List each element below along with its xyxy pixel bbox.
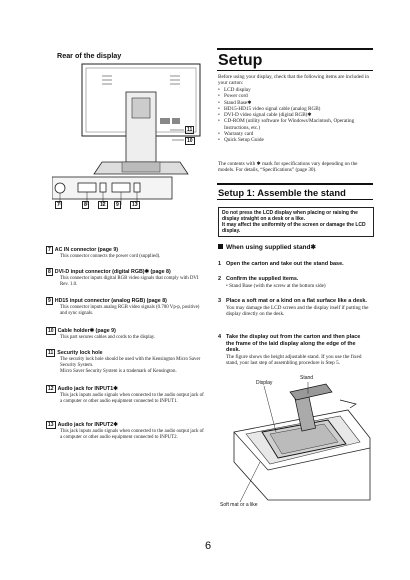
item-title: DVI-D input connector (digital RGB)✱ (page 8): [54, 269, 171, 275]
item-number: 9: [48, 298, 51, 304]
step-body: You may damage the LCD screen and the display itself if putting the display directly on the desk.: [226, 304, 369, 317]
item-body: This jack inputs audio signals when connected to the audio output jack of a computer or other audio equipment connected to INPUT1.: [60, 393, 204, 405]
list-item: • DVI-D video signal cable (digital RGB)✱: [218, 112, 373, 118]
item-title: Audio jack for INPUT2✱: [57, 422, 118, 428]
list-item: • Warranty card: [218, 131, 373, 137]
item-number: 13: [48, 422, 54, 428]
callout-9: 9: [116, 202, 119, 208]
step-head: Take the display out from the carton and then place the frame of the laid display along the edge of the desk.: [226, 334, 361, 354]
callout-10: 10: [187, 138, 193, 144]
page-number: 6: [205, 540, 212, 552]
setup-title: Setup: [218, 52, 263, 69]
setup-top-rule: [217, 48, 373, 50]
label-stand: Stand: [300, 375, 314, 381]
item-number: 12: [48, 386, 54, 392]
item-number: 10: [48, 328, 54, 334]
step-2: [218, 276, 370, 289]
step-number: 3: [218, 298, 222, 304]
callout-11: 11: [187, 127, 193, 133]
item-13: [46, 421, 206, 441]
list-item: • Stand Base✱: [218, 100, 373, 106]
item-7: [46, 246, 206, 260]
item-number: 7: [48, 247, 51, 253]
list-item: • Power cord: [218, 93, 373, 99]
step-4: [218, 334, 370, 366]
callout-13: 13: [132, 202, 138, 208]
step-1: [218, 261, 370, 268]
item-12: [46, 385, 206, 405]
step-body: • Stand Base (with the screw at the bottom side): [226, 282, 326, 289]
setup1-title: Setup 1: Assemble the stand: [218, 187, 346, 198]
list-item: • HD15-HD15 video signal cable (analog RGB): [218, 106, 373, 112]
item-title: HD15 input connector (analog RGB) (page 8): [54, 298, 167, 304]
list-item: • LCD display: [218, 87, 373, 93]
item-title: Security lock hole: [57, 350, 103, 356]
item-body: This connector connects the power cord (supplied).: [60, 254, 161, 259]
step-head: Confirm the supplied items.: [226, 276, 299, 282]
item-11: [46, 349, 206, 376]
setup1-top-rule: [217, 183, 373, 185]
setup1-bottom-rule: [217, 199, 373, 200]
item-9: [46, 297, 206, 317]
item-body: The security lock hole should be used with the Kensington Micro Saver Security System. Micro Saver Security System is a trademark of Kensington.: [60, 357, 201, 375]
setup-intro: Before using your display, check that the following items are included in your carton:: [218, 74, 369, 87]
rear-display-heading: Rear of the display: [57, 51, 122, 60]
step-head: Place a soft mat or a kind on a flat surface like a desk.: [226, 298, 367, 304]
item-title: Audio jack for INPUT1✱: [57, 386, 118, 392]
item-title: Cable holder✱ (page 9): [57, 328, 116, 334]
label-soft-mat: Soft mat or a like: [220, 502, 258, 508]
list-item: • Quick Setup Guide: [218, 137, 373, 143]
specifications-note: The contents with ✱ mark for specifications vary depending on the models. For details, “Specifications” (page 30).: [218, 161, 358, 174]
subhead-text: When using supplied stand✱: [226, 244, 316, 251]
item-body: This connector inputs digital RGB video signals that comply with DVI Rev. 1.0.: [60, 276, 199, 288]
square-bullet-icon: [218, 244, 223, 249]
item-body: This connector inputs analog RGB video signals (0.700 Vp-p, positive) and sync signals.: [60, 305, 200, 317]
setup-bottom-rule: [217, 70, 373, 71]
item-number: 8: [48, 269, 51, 275]
step-number: 4: [218, 334, 222, 340]
item-body: This jack inputs audio signals when connected to the audio output jack of a computer or other audio equipment connected to INPUT2.: [60, 429, 204, 441]
item-title: AC IN connector (page 9): [54, 247, 119, 253]
step-3: [218, 298, 370, 317]
stand-assembly-illustration: [220, 380, 380, 515]
supplied-stand-subhead: [218, 243, 316, 251]
carton-items-list: [218, 87, 373, 144]
item-body: This part secures cables and cords to the display.: [60, 335, 156, 340]
step-number: 1: [218, 261, 222, 267]
list-item: • CD-ROM (utility software for Windows/Macintosh, Operating Instructions, etc.): [218, 118, 373, 131]
callout-12: 12: [100, 202, 106, 208]
step-body: The figure shows the height adjustable stand. If you use the fixed stand, your last step of assembling procedure is Step 5.: [226, 353, 362, 367]
item-number: 11: [48, 350, 54, 356]
step-head: Open the carton and take out the stand base.: [226, 261, 344, 267]
callout-7: 7: [57, 202, 60, 208]
label-display: Display: [256, 380, 273, 386]
callout-8: 8: [84, 202, 87, 208]
item-10: [46, 327, 206, 341]
warning-box: [218, 207, 374, 237]
item-8: [46, 268, 206, 288]
step-number: 2: [218, 276, 222, 282]
warning-text: Do not press the LCD display when placing or raising the display straight on a desk or a like. It may affect the uniformity of the screen or damage the LCD display.: [222, 210, 366, 234]
